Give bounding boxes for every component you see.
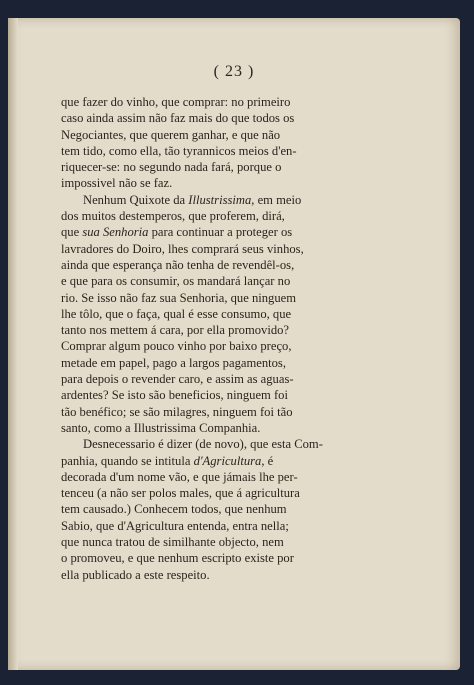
text-segment: para continuar a proteger os	[148, 225, 293, 240]
text-line	[61, 224, 366, 240]
body-text	[61, 94, 366, 583]
text-line	[61, 453, 366, 469]
text-segment: Nenhum Quixote da	[83, 192, 189, 207]
text-segment: metade em papel, pago a largos pagamentos,	[61, 355, 286, 370]
text-line	[61, 436, 366, 452]
text-segment: decorada d'um nome vão, e que jámais lhe per-	[61, 469, 298, 484]
text-segment: lavradores do Doiro, lhes comprará seus vinhos,	[61, 241, 304, 256]
text-line	[61, 143, 366, 159]
text-line	[61, 306, 366, 322]
text-line	[61, 273, 366, 289]
text-line	[61, 355, 366, 371]
text-line	[61, 94, 366, 110]
text-line	[61, 371, 366, 387]
text-segment: lhe tôlo, que o faça, qual é esse consumo, que	[61, 306, 292, 321]
text-segment: que nunca tratou de similhante objecto, nem	[61, 535, 284, 550]
paragraph	[61, 192, 366, 436]
paragraph	[61, 94, 366, 192]
book-page	[8, 18, 460, 670]
text-line	[61, 159, 366, 175]
text-segment: ella publicado a este respeito.	[61, 567, 210, 582]
text-line	[61, 387, 366, 403]
text-segment: dos muitos destemperos, que proferem, dirá,	[61, 209, 285, 224]
text-line	[61, 110, 366, 126]
text-segment: que fazer do vinho, que comprar: no primeiro	[61, 95, 291, 109]
page-gutter-shadow	[8, 18, 18, 670]
text-line	[61, 550, 366, 566]
text-line	[61, 404, 366, 420]
paragraph	[61, 436, 366, 583]
text-line	[61, 322, 366, 338]
text-segment: tão benéfico; se são milagres, ninguem foi tão	[61, 404, 293, 419]
text-line	[61, 485, 366, 501]
page-number: ( 23 )	[213, 63, 255, 80]
text-segment: tanto nos mettem á cara, por ella promovido?	[61, 323, 290, 338]
text-segment: tem causado.) Conhecem todos, que nenhum	[61, 502, 287, 517]
text-segment: santo, como a Illustrissima Companhia.	[61, 420, 261, 435]
text-segment: Negociantes, que querem ganhar, e que não	[61, 127, 281, 142]
text-line	[61, 469, 366, 485]
text-segment: o promoveu, e que nenhum escripto existe por	[61, 551, 294, 566]
text-segment: impossivel não se faz.	[61, 176, 173, 191]
text-segment: caso ainda assim não faz mais do que todos os	[61, 111, 295, 126]
text-line	[61, 338, 366, 354]
text-line	[61, 567, 366, 583]
text-segment: tem tido, como ella, tão tyrannicos meios d'en-	[61, 143, 297, 158]
text-segment: , é	[261, 453, 274, 468]
text-line	[61, 192, 366, 208]
text-line	[61, 257, 366, 273]
text-segment: para depois o revender caro, e assim as aguas-	[61, 372, 294, 387]
italic-text: sua Senhoria	[82, 225, 149, 240]
text-segment: Sabio, que d'Agricultura entenda, entra nella;	[61, 518, 289, 533]
text-line	[61, 534, 366, 550]
text-segment: que	[61, 225, 83, 240]
text-segment: tenceu (a não ser polos males, que á agricultura	[61, 486, 300, 501]
text-segment: riquecer-se: no segundo nada fará, porque o	[61, 160, 282, 175]
text-segment: rio. Se isso não faz sua Senhoria, que ninguem	[61, 290, 297, 305]
text-segment: Desnecessario é dizer (de novo), que esta Com-	[83, 437, 323, 452]
text-line	[61, 127, 366, 143]
text-segment: ardentes? Se isto são beneficios, ninguem foi	[61, 388, 288, 403]
text-line	[61, 518, 366, 534]
text-segment: , em meio	[251, 192, 302, 207]
text-line	[61, 420, 366, 436]
text-segment: ainda que esperança não tenha de revendêl-os,	[61, 257, 295, 272]
text-segment: panhia, quando se intitula	[61, 453, 194, 468]
text-line	[61, 241, 366, 257]
text-line	[61, 175, 366, 191]
italic-text: Illustrissima	[188, 192, 252, 207]
text-line	[61, 290, 366, 306]
text-segment: e que para os consumir, os mandará lançar no	[61, 274, 291, 289]
italic-text: d'Agricultura	[193, 453, 262, 468]
text-line	[61, 208, 366, 224]
text-line	[61, 501, 366, 517]
text-segment: Comprar algum pouco vinho por baixo preço,	[61, 339, 292, 354]
